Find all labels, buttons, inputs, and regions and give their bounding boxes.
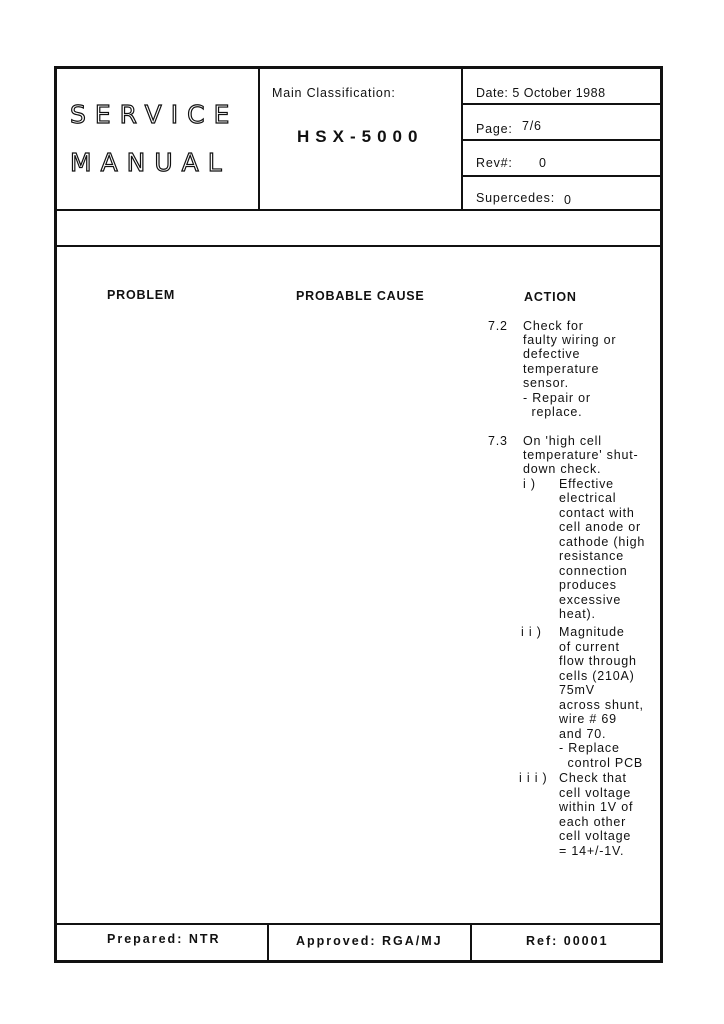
action-line: sensor. [523,376,569,390]
action-line: down check. [523,462,602,476]
approved-by: Approved: RGA/MJ [296,934,443,948]
title-manual: MANUAL [70,148,231,177]
action-number: 7.3 [488,434,508,448]
subitem-line: electrical [559,491,617,505]
subitem-label: i i i ) [519,771,548,785]
subitem-line: across shunt, [559,698,644,712]
header-divider-1 [258,67,260,209]
subitem-line: within 1V of [559,800,634,814]
action-line: temperature' shut- [523,448,639,462]
subitem-line: and 70. [559,727,607,741]
column-action: ACTION [524,290,577,304]
reference-number: Ref: 00001 [526,934,609,948]
subheader-bottom-rule [55,245,662,247]
subitem-line: resistance [559,549,624,563]
page-value: 7/6 [522,119,542,133]
subitem-line: connection [559,564,628,578]
prepared-by: Prepared: NTR [107,932,221,946]
action-line: faulty wiring or [523,333,617,347]
subitem-line: excessive [559,593,622,607]
action-line: replace. [523,405,583,419]
subitem-line: cells (210A) [559,669,635,683]
action-line: temperature [523,362,600,376]
header-divider-2 [461,67,463,209]
action-line: Check for [523,319,584,333]
action-number: 7.2 [488,319,508,333]
title-service: SERVICE [70,100,239,129]
subitem-line: produces [559,578,617,592]
subitem-line: Check that [559,771,627,785]
subitem-line: cell voltage [559,786,632,800]
subitem-line: = 14+/-1V. [559,844,625,858]
subitem-line: of current [559,640,620,654]
rev-value: 0 [539,156,547,170]
footer-divider-1 [267,923,269,961]
model-number: HSX-5000 [297,127,424,146]
subitem-line: flow through [559,654,637,668]
action-line: - Repair or [523,391,591,405]
rev-label: Rev#: [476,156,513,170]
subitem-line: Magnitude [559,625,625,639]
header-bottom-rule [55,209,662,211]
subitem-line: contact with [559,506,635,520]
subitem-label: i ) [523,477,536,491]
subitem-line: cell voltage [559,829,632,843]
supercedes-value: 0 [564,193,572,207]
subitem-line: cell anode or [559,520,641,534]
footer-top-rule [55,923,662,925]
column-probable-cause: PROBABLE CAUSE [296,289,425,303]
column-problem: PROBLEM [107,288,176,302]
action-line: defective [523,347,581,361]
page-rule [461,139,662,141]
classification-label: Main Classification: [272,86,396,100]
subitem-label: i i ) [521,625,542,639]
page-label: Page: [476,122,513,136]
subitem-line: Effective [559,477,614,491]
subitem-line: wire # 69 [559,712,617,726]
subitem-line: heat). [559,607,596,621]
date-rule [461,103,662,105]
subitem-line: cathode (high [559,535,646,549]
subitem-line: each other [559,815,627,829]
action-line: On 'high cell [523,434,602,448]
rev-rule [461,175,662,177]
date-field: Date: 5 October 1988 [476,86,606,100]
footer-divider-2 [470,923,472,961]
supercedes-label: Supercedes: [476,191,555,205]
subitem-line: - Replace [559,741,620,755]
subitem-line: control PCB [559,756,644,770]
subitem-line: 75mV [559,683,595,697]
